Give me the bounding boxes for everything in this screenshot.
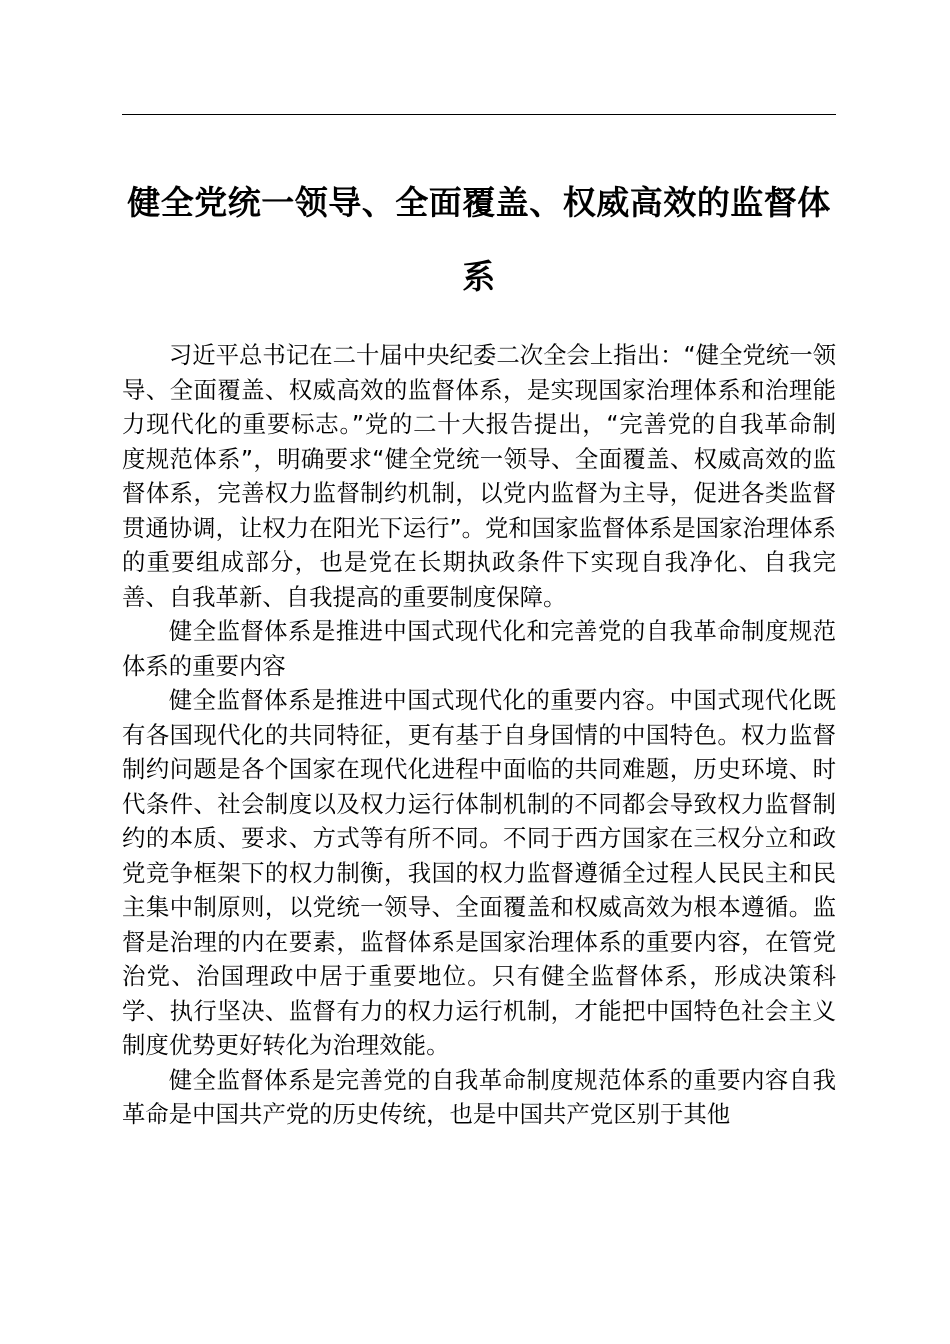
body-paragraph: 习近平总书记在二十届中央纪委二次全会上指出：“健全党统一领导、全面覆盖、权威高效的监督体系，是实现国家治理体系和治理能力现代化的重要标志。”党的二十大报告提出，“完善党的自我革命制度规范体系”，明确要求“健全党统一领导、全面覆盖、权威高效的监督体系，完善权力监督制约机制，以党内监督为主导，促进各类监督贯通协调，让权力在阳光下运行”。党和国家监督体系是国家治理体系的重要组成部分，也是党在长期执政条件下实现自我净化、自我完善、自我革新、自我提高的重要制度保障。 [122,341,836,611]
document-title: 健全党统一领导、全面覆盖、权威高效的监督体系 [127,183,831,296]
header-rule [122,114,836,115]
document-body [122,338,836,1132]
section-heading: 健全监督体系是推进中国式现代化和完善党的自我革命制度规范体系的重要内容 [122,617,836,680]
body-paragraph: 健全监督体系是推进中国式现代化的重要内容。中国式现代化既有各国现代化的共同特征，更有基于自身国情的中国特色。权力监督制约问题是各个国家在现代化进程中面临的共同难题，历史环境、时代条件、社会制度以及权力运行体制机制的不同都会导致权力监督制约的本质、要求、方式等有所不同。不同于西方国家在三权分立和政党竞争框架下的权力制衡，我国的权力监督遵循全过程人民民主和民主集中制原则，以党统一领导、全面覆盖和权威高效为根本遵循。监督是治理的内在要素，监督体系是国家治理体系的重要内容，在管党治党、治国理政中居于重要地位。只有健全监督体系，形成决策科学、执行坚决、监督有力的权力运行机制，才能把中国特色社会主义制度优势更好转化为治理效能。 [122,686,836,1059]
section-heading: 健全监督体系是完善党的自我革命制度规范体系的重要内容自我革命是中国共产党的历史传统，也是中国共产党区别于其他 [122,1065,836,1128]
